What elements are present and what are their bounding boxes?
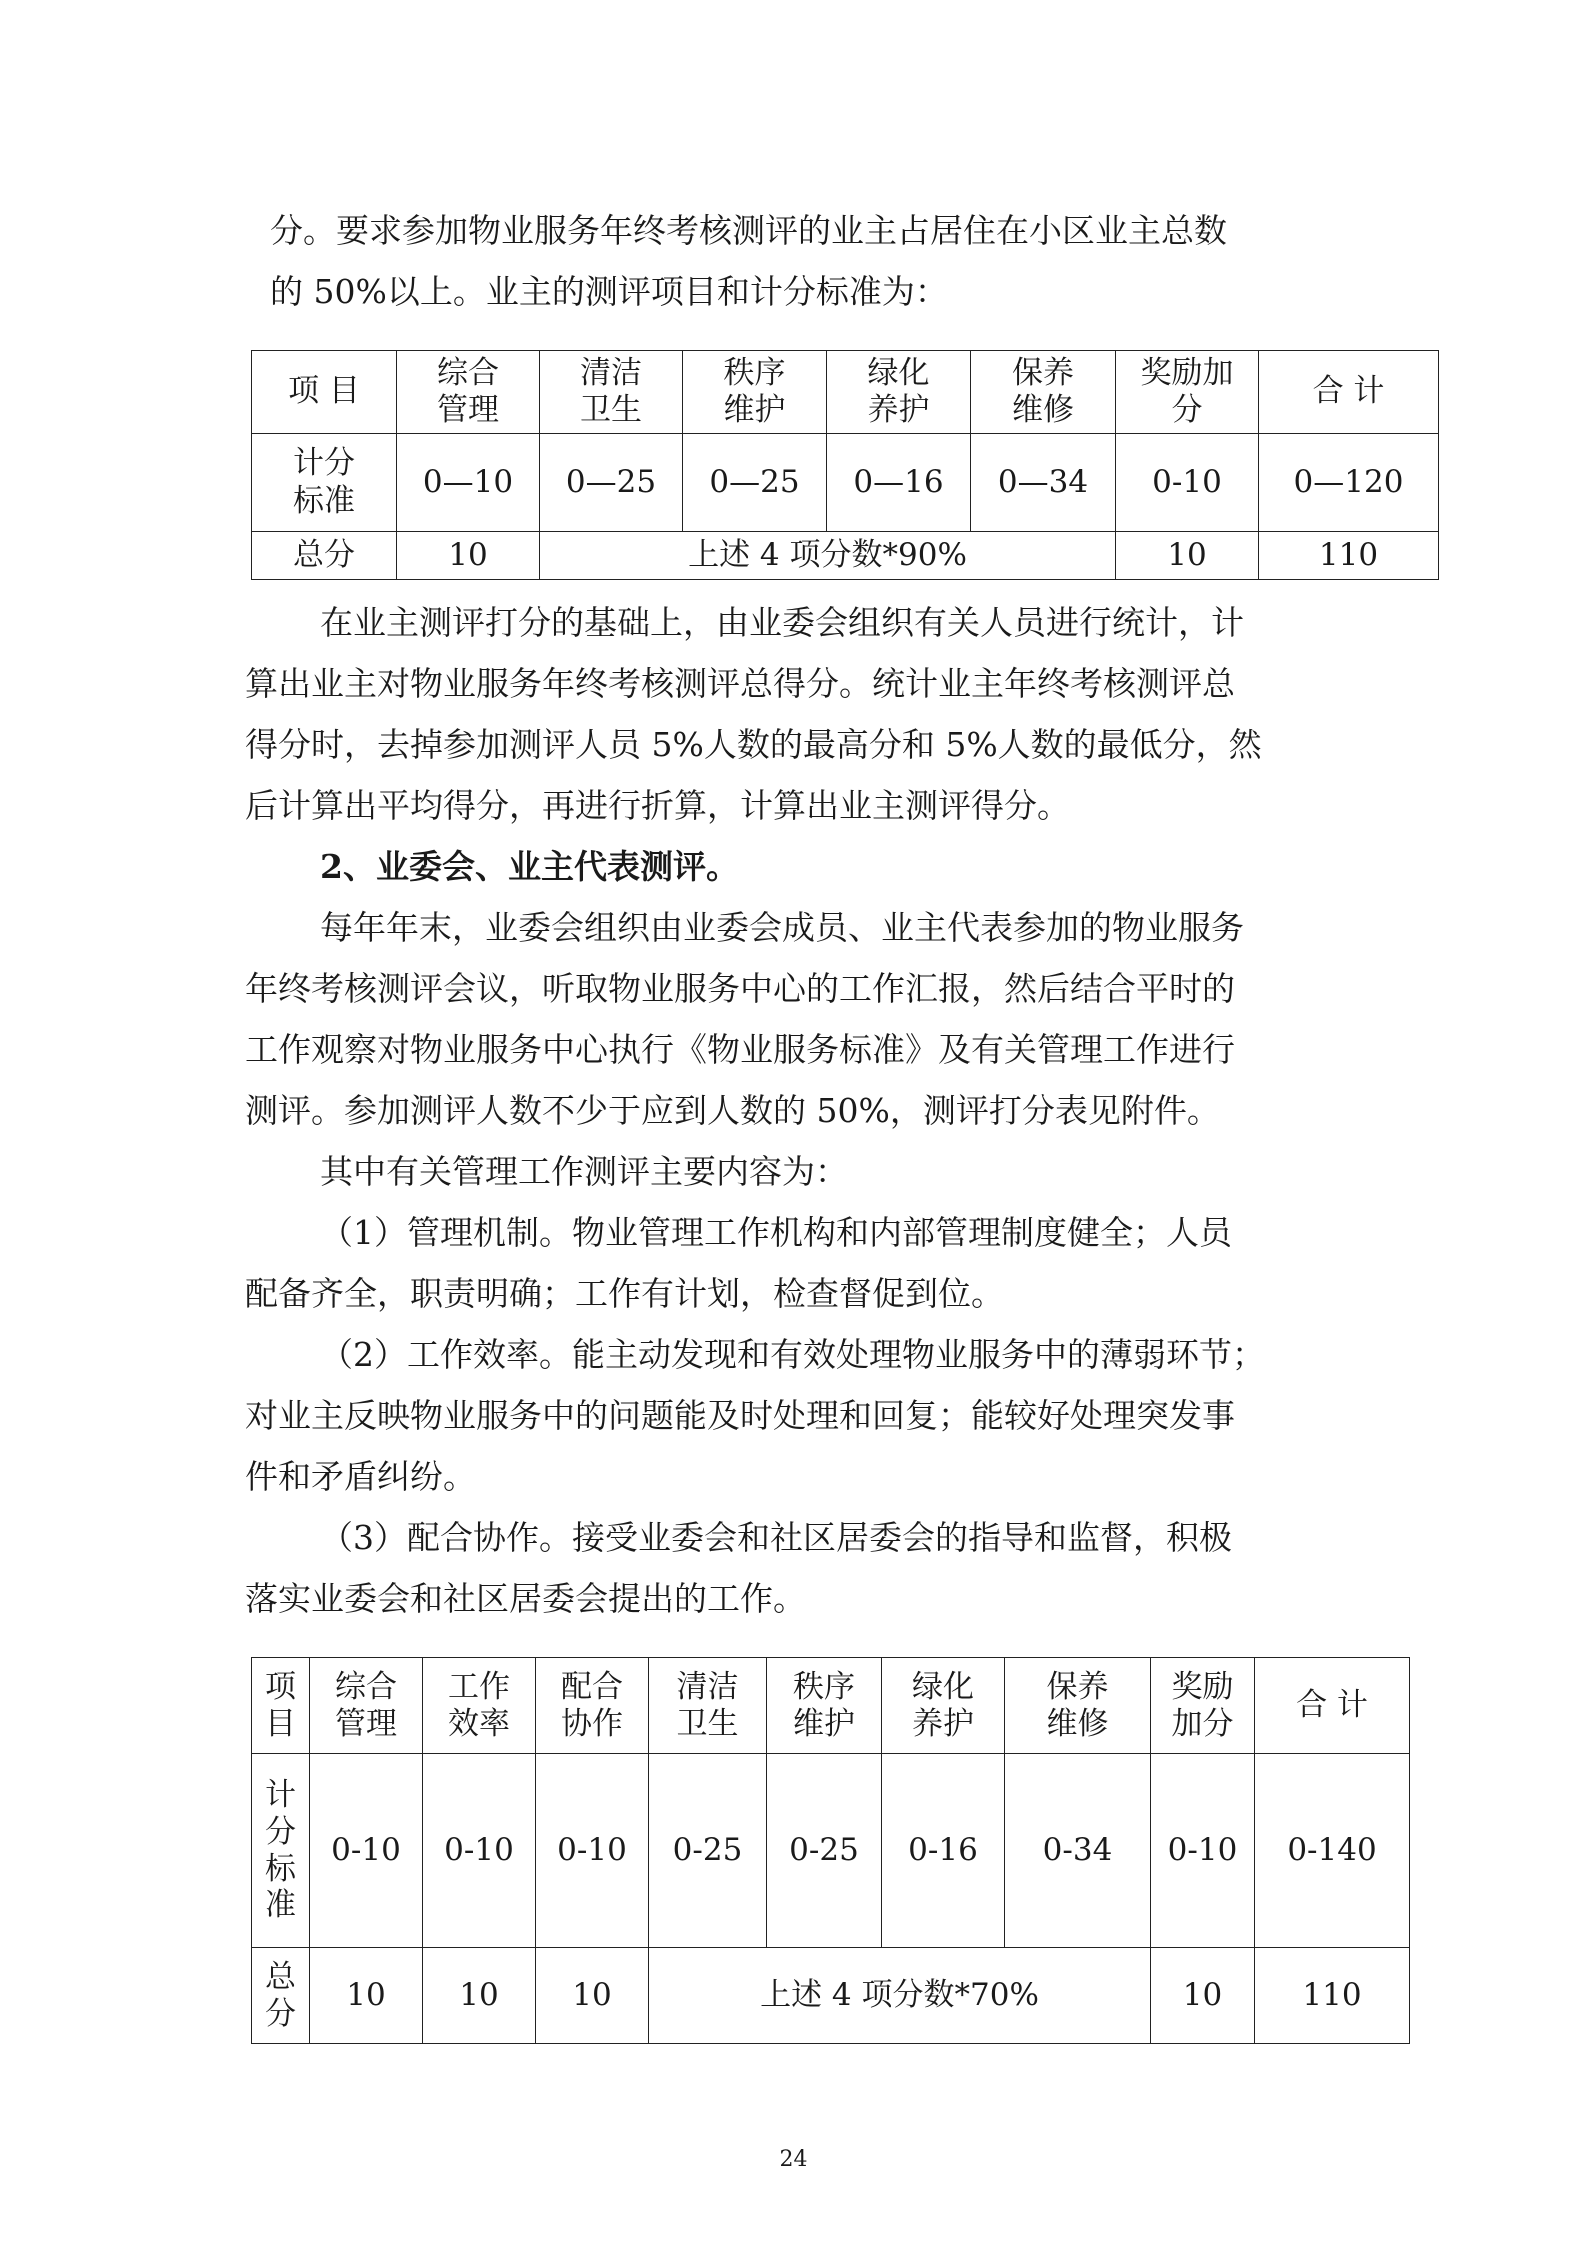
table-cell: 0—120: [1259, 434, 1439, 532]
table-row: [252, 1948, 1410, 2044]
paragraph-line: 算出业主对物业服务年终考核测评总得分。统计业主年终考核测评总: [245, 664, 1235, 703]
table-cell: 0-10: [423, 1754, 536, 1948]
table-cell: 合 计: [1259, 351, 1439, 434]
table-cell: 合 计: [1255, 1658, 1410, 1754]
table-cell: 综合 管理: [397, 351, 540, 434]
paragraph-line: 工作观察对物业服务中心执行《物业服务标准》及有关管理工作进行: [245, 1030, 1235, 1069]
table-cell: 10: [423, 1948, 536, 2044]
table-cell: 0-10: [536, 1754, 649, 1948]
table-cell: 0-16: [882, 1754, 1005, 1948]
table-row: [252, 1754, 1410, 1948]
table-header-row: [252, 351, 1439, 434]
table-cell: 0-10: [310, 1754, 423, 1948]
paragraph-line: 测评。参加测评人数不少于应到人数的 50%，测评打分表见附件。: [245, 1091, 1220, 1130]
paragraph-line: 落实业委会和社区居委会提出的工作。: [245, 1579, 806, 1618]
table-cell: 10: [1116, 532, 1259, 580]
table-cell: 0—25: [683, 434, 827, 532]
table-header-row: [252, 1658, 1410, 1754]
table-cell: 保养 维修: [1005, 1658, 1151, 1754]
page-number: 24: [779, 2147, 808, 2172]
table-cell: 0—10: [397, 434, 540, 532]
paragraph-line: 得分时，去掉参加测评人员 5%人数的最高分和 5%人数的最低分，然: [245, 725, 1262, 764]
table-cell: 秩序 维护: [767, 1658, 882, 1754]
table-cell: 计 分 标 准: [252, 1754, 310, 1948]
table-cell: 0—34: [971, 434, 1116, 532]
table-cell: 10: [536, 1948, 649, 2044]
table-cell: 10: [1151, 1948, 1255, 2044]
paragraph-line: 配备齐全，职责明确；工作有计划，检查督促到位。: [245, 1274, 1004, 1313]
table-cell: 110: [1259, 532, 1439, 580]
table-cell: 综合 管理: [310, 1658, 423, 1754]
table-cell: 绿化 养护: [882, 1658, 1005, 1754]
section-heading: 2、业委会、业主代表测评。: [320, 847, 739, 886]
paragraph-line: 对业主反映物业服务中的问题能及时处理和回复；能较好处理突发事: [245, 1396, 1235, 1435]
paragraph-line: 年终考核测评会议，听取物业服务中心的工作汇报，然后结合平时的: [245, 969, 1235, 1008]
paragraph-line: 其中有关管理工作测评主要内容为：: [320, 1152, 848, 1191]
table-cell: 清洁 卫生: [540, 351, 683, 434]
paragraph-line: 的 50%以上。业主的测评项目和计分标准为：: [270, 272, 948, 311]
table-cell: 项 目: [252, 1658, 310, 1754]
table-cell: 总 分: [252, 1948, 310, 2044]
paragraph-line: 分。要求参加物业服务年终考核测评的业主占居住在小区业主总数: [270, 211, 1227, 250]
owner-score-table: [251, 350, 1439, 580]
table-cell: 工作 效率: [423, 1658, 536, 1754]
table-cell: 0-10: [1116, 434, 1259, 532]
table-cell: 配合 协作: [536, 1658, 649, 1754]
table-cell: 0—16: [827, 434, 971, 532]
table-cell-merged: 上述 4 项分数*90%: [540, 532, 1116, 580]
paragraph-line: 后计算出平均得分，再进行折算，计算出业主测评得分。: [245, 786, 1070, 825]
table-cell: 计分 标准: [252, 434, 397, 532]
table-cell: 总分: [252, 532, 397, 580]
table-cell-merged: 上述 4 项分数*70%: [649, 1948, 1151, 2044]
table-cell: 0-140: [1255, 1754, 1410, 1948]
table-cell: 10: [310, 1948, 423, 2044]
committee-score-table: [251, 1657, 1410, 2044]
table-cell: 秩序 维护: [683, 351, 827, 434]
table-cell: 清洁 卫生: [649, 1658, 767, 1754]
paragraph-line: 在业主测评打分的基础上，由业委会组织有关人员进行统计，计: [320, 603, 1244, 642]
table-cell: 0—25: [540, 434, 683, 532]
table-cell: 0-25: [649, 1754, 767, 1948]
table-cell: 110: [1255, 1948, 1410, 2044]
table-cell: 保养 维修: [971, 351, 1116, 434]
table-cell: 奖励 加分: [1151, 1658, 1255, 1754]
table-cell: 10: [397, 532, 540, 580]
paragraph-line: （2）工作效率。能主动发现和有效处理物业服务中的薄弱环节；: [320, 1335, 1265, 1374]
paragraph-line: 每年年末，业委会组织由业委会成员、业主代表参加的物业服务: [320, 908, 1244, 947]
paragraph-line: （1）管理机制。物业管理工作机构和内部管理制度健全；人员: [320, 1213, 1232, 1252]
table-cell: 0-34: [1005, 1754, 1151, 1948]
table-cell: 项 目: [252, 351, 397, 434]
table-row: [252, 434, 1439, 532]
table-row: [252, 532, 1439, 580]
table-cell: 0-10: [1151, 1754, 1255, 1948]
table-cell: 奖励加 分: [1116, 351, 1259, 434]
paragraph-line: 件和矛盾纠纷。: [245, 1457, 476, 1496]
table-cell: 0-25: [767, 1754, 882, 1948]
paragraph-line: （3）配合协作。接受业委会和社区居委会的指导和监督，积极: [320, 1518, 1232, 1557]
table-cell: 绿化 养护: [827, 351, 971, 434]
